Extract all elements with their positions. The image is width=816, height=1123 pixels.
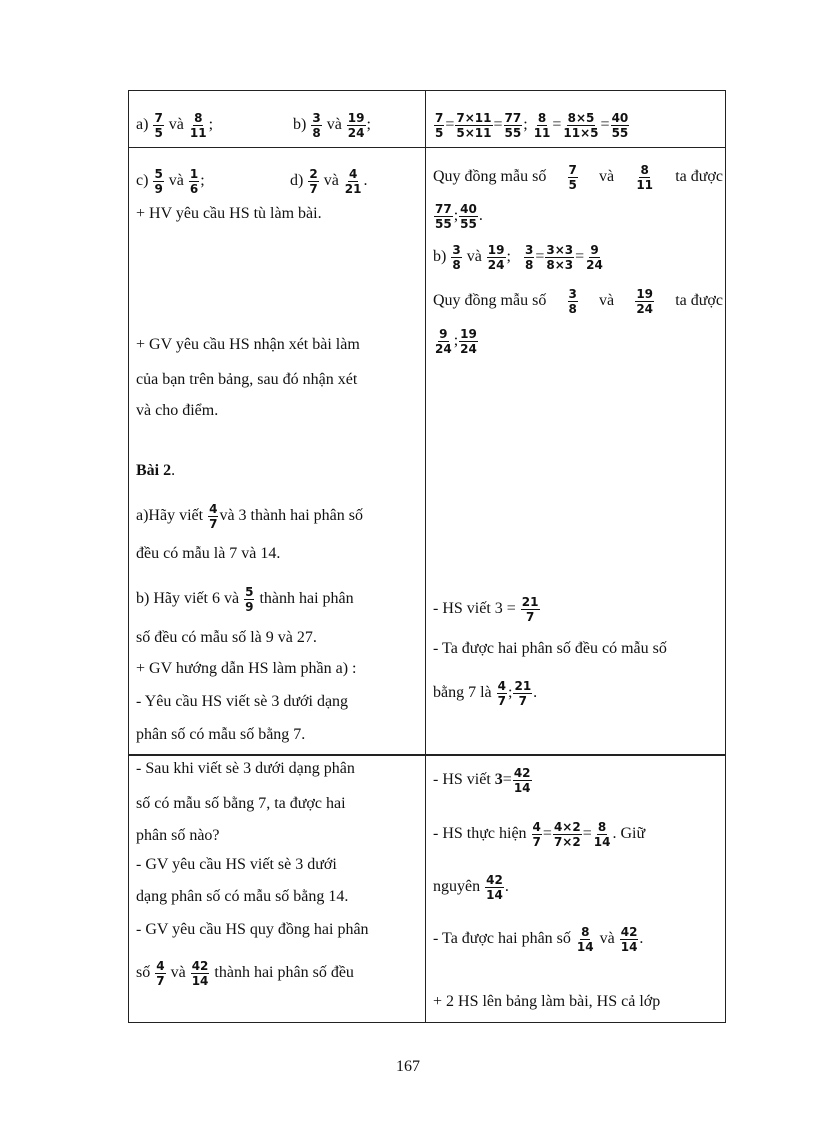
equation-a: $\frac{7}{5}$ = $\frac{7\times 11}{5\times 11}$ = $\frac{77}{55}$ ; $\frac{8}{11}$ = $\frac{8\times 5}{11\times 5}$ = $\frac{40}{55}$	[435, 111, 629, 140]
bai2-part-a: a)Hãy viết $\frac{4}{7}$ và 3 thành hai phân số	[136, 502, 363, 531]
exercise-a: a) $\frac{7}{5}$ và $\frac{8}{11}$ ;	[136, 111, 214, 140]
bai2-part-b-line2: số đều có mẫu số là 9 và 27.	[136, 629, 317, 646]
board-activity: + 2 HS lên bảng làm bài, HS cả lớp	[433, 993, 661, 1010]
normalize-result-2: $\frac{9}{24}$ ; $\frac{19}{24}$	[435, 327, 477, 356]
hs-compute: - HS thực hiện $\frac{4}{7}$ = $\frac{4\times 2}{7\times 2}$ = $\frac{8}{14}$ . Giữ	[433, 820, 646, 849]
gv-instruction-line: + GV yêu cầu HS nhận xét bài làm	[136, 336, 360, 353]
request-line: phân số có mẫu số bằng 7.	[136, 726, 306, 743]
row-divider	[129, 754, 725, 756]
question-line: - GV yêu cầu HS quy đồng hai phân	[136, 921, 369, 938]
question-line: số có mẫu số bằng 7, ta được hai	[136, 795, 346, 812]
exercise-b: b) $\frac{3}{8}$ và $\frac{19}{24}$ ;	[293, 111, 371, 140]
final-fractions: - Ta được hai phân số $\frac{8}{14}$ và $\frac{42}{14}$ .	[433, 925, 644, 954]
hs-write-answer: - HS viết 3 = $\frac{21}{7}$	[433, 595, 539, 624]
bai2-part-b: b) Hãy viết 6 và $\frac{5}{9}$ thành hai phân	[136, 585, 354, 614]
hs-write-42-14: - HS viết 3= $\frac{42}{14}$	[433, 766, 531, 795]
lesson-table	[128, 90, 726, 1023]
question-fractions: số $\frac{4}{7}$ và $\frac{42}{14}$ thành hai phân số đều	[136, 959, 354, 988]
question-line: - Sau khi viết sè 3 dưới dạng phân	[136, 760, 355, 777]
keep-fraction: nguyên $\frac{42}{14}$ .	[433, 873, 509, 902]
hv-instruction: + HV yêu cầu HS tù làm bài.	[136, 205, 322, 222]
column-divider	[425, 91, 426, 1022]
request-line: - Yêu cầu HS viết sè 3 dưới dạng	[136, 693, 349, 710]
normalize-statement-1: Quy đồng mẫu số $\frac{7}{5}$ và $\frac{8}{11}$ ta được	[433, 162, 723, 192]
page-number: 167	[396, 1058, 420, 1075]
row-divider	[129, 147, 725, 148]
question-line: phân số nào?	[136, 827, 220, 844]
question-line: dạng phân số có mẫu số bằng 14.	[136, 888, 349, 905]
normalize-statement-2: Quy đồng mẫu số $\frac{3}{8}$ và $\frac{19}{24}$ ta được	[433, 286, 723, 316]
exercise-c: c) $\frac{5}{9}$ và $\frac{1}{6}$ ;	[136, 167, 205, 196]
bai2-part-a-line2: đều có mẫu là 7 và 14.	[136, 545, 281, 562]
exercise-b-solution: b) $\frac{3}{8}$ và $\frac{19}{24}$ ; $\frac{3}{8}$ = $\frac{3\times 3}{8\times 3}$ = $\frac{9}{24}$	[433, 243, 603, 272]
result-fractions: bằng 7 là $\frac{4}{7}$ ; $\frac{21}{7}$ .	[433, 679, 538, 708]
normalize-result-1: $\frac{77}{55}$ ; $\frac{40}{55}$ .	[435, 202, 483, 231]
exercise-d: d) $\frac{2}{7}$ và $\frac{4}{21}$ .	[290, 167, 368, 196]
result-statement: - Ta được hai phân số đều có mẫu số	[433, 640, 667, 657]
bai2-title: Bài 2.	[136, 462, 176, 479]
gv-instruction-line: và cho điểm.	[136, 402, 219, 419]
gv-guide: + GV hướng dẫn HS làm phần a) :	[136, 660, 357, 677]
question-line: - GV yêu cầu HS viết sè 3 dưới	[136, 856, 337, 873]
gv-instruction-line: của bạn trên bảng, sau đó nhận xét	[136, 371, 358, 388]
